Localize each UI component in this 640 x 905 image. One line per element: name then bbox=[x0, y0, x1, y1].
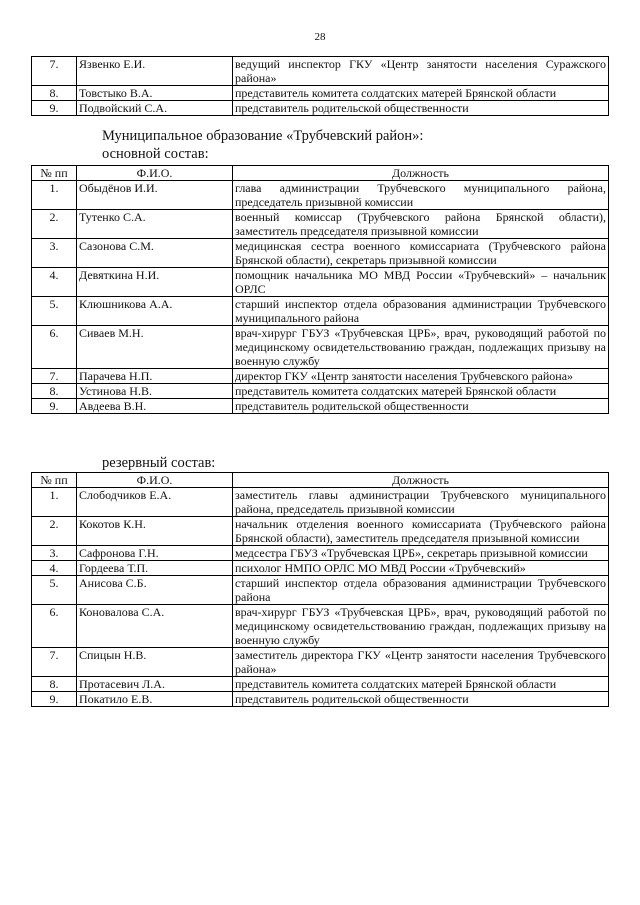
person-name: Девяткина Н.И. bbox=[77, 268, 233, 297]
header-row bbox=[32, 166, 609, 181]
continuation-table-body bbox=[32, 57, 609, 116]
reserve-composition-heading: резервный состав: bbox=[102, 455, 216, 471]
row-number: 8. bbox=[32, 677, 77, 692]
table-row bbox=[32, 692, 609, 707]
table-row bbox=[32, 297, 609, 326]
person-position: старший инспектор отдела образования администрации Трубчевского района bbox=[233, 576, 609, 605]
row-number: 7. bbox=[32, 648, 77, 677]
row-number: 6. bbox=[32, 326, 77, 369]
person-position: представитель родительской общественности bbox=[233, 399, 609, 414]
person-position: заместитель главы администрации Трубчевского муниципального района, председатель призывной комиссии bbox=[233, 488, 609, 517]
table-row bbox=[32, 561, 609, 576]
column-header-position: Должность bbox=[233, 473, 609, 488]
row-number: 8. bbox=[32, 384, 77, 399]
row-number: 1. bbox=[32, 488, 77, 517]
person-position: представитель комитета солдатских матерей Брянской области bbox=[233, 86, 609, 101]
person-position: представитель комитета солдатских матерей Брянской области bbox=[233, 677, 609, 692]
column-header-position: Должность bbox=[233, 166, 609, 181]
row-number: 7. bbox=[32, 369, 77, 384]
person-name: Анисова С.Б. bbox=[77, 576, 233, 605]
person-position: военный комиссар (Трубчевского района Брянской области), заместитель председателя призывной комиссии bbox=[233, 210, 609, 239]
header-row bbox=[32, 473, 609, 488]
person-name: Кокотов К.Н. bbox=[77, 517, 233, 546]
person-name: Сазонова С.М. bbox=[77, 239, 233, 268]
person-name: Сафронова Г.Н. bbox=[77, 546, 233, 561]
person-position: ведущий инспектор ГКУ «Центр занятости населения Суражского района» bbox=[233, 57, 609, 86]
person-name: Слободчиков Е.А. bbox=[77, 488, 233, 517]
person-position: врач-хирург ГБУЗ «Трубчевская ЦРБ», врач, руководящий работой по медицинскому освидетельствованию граждан, подлежащих призыву на военную службу bbox=[233, 326, 609, 369]
person-name: Подвойский С.А. bbox=[77, 101, 233, 116]
column-header-num: № пп bbox=[32, 473, 77, 488]
table-row bbox=[32, 517, 609, 546]
person-name: Гордеева Т.П. bbox=[77, 561, 233, 576]
table-row bbox=[32, 576, 609, 605]
table-row bbox=[32, 399, 609, 414]
person-name: Покатило Е.В. bbox=[77, 692, 233, 707]
main-composition-body bbox=[32, 181, 609, 414]
row-number: 9. bbox=[32, 399, 77, 414]
table-row bbox=[32, 239, 609, 268]
person-name: Товстыко В.А. bbox=[77, 86, 233, 101]
row-number: 4. bbox=[32, 561, 77, 576]
row-number: 3. bbox=[32, 546, 77, 561]
column-header-name: Ф.И.О. bbox=[77, 166, 233, 181]
municipality-heading: Муниципальное образование «Трубчевский район»: bbox=[102, 128, 424, 144]
person-position: директор ГКУ «Центр занятости населения Трубчевского района» bbox=[233, 369, 609, 384]
table-row bbox=[32, 648, 609, 677]
main-composition-heading: основной состав: bbox=[102, 146, 209, 162]
row-number: 5. bbox=[32, 576, 77, 605]
row-number: 2. bbox=[32, 517, 77, 546]
table-row bbox=[32, 384, 609, 399]
person-name: Авдеева В.Н. bbox=[77, 399, 233, 414]
row-number: 9. bbox=[32, 101, 77, 116]
column-header-num: № пп bbox=[32, 166, 77, 181]
table-row bbox=[32, 101, 609, 116]
page-number: 28 bbox=[314, 31, 326, 43]
table-row bbox=[32, 57, 609, 86]
person-position: медицинская сестра военного комиссариата (Трубчевского района Брянской области), секретарь призывной комиссии bbox=[233, 239, 609, 268]
table-row bbox=[32, 605, 609, 648]
row-number: 7. bbox=[32, 57, 77, 86]
column-header-name: Ф.И.О. bbox=[77, 473, 233, 488]
main-composition-table bbox=[31, 165, 609, 414]
person-position: медсестра ГБУЗ «Трубчевская ЦРБ», секретарь призывной комиссии bbox=[233, 546, 609, 561]
table-row bbox=[32, 268, 609, 297]
row-number: 8. bbox=[32, 86, 77, 101]
person-name: Обыдёнов И.И. bbox=[77, 181, 233, 210]
person-position: представитель родительской общественности bbox=[233, 692, 609, 707]
table-row bbox=[32, 677, 609, 692]
person-name: Язвенко Е.И. bbox=[77, 57, 233, 86]
table-row bbox=[32, 488, 609, 517]
person-position: старший инспектор отдела образования администрации Трубчевского муниципального района bbox=[233, 297, 609, 326]
person-position: врач-хирург ГБУЗ «Трубчевская ЦРБ», врач, руководящий работой по медицинскому освидетельствованию граждан, подлежащих призыву на военную службу bbox=[233, 605, 609, 648]
person-position: психолог НМПО ОРЛС МО МВД России «Трубчевский» bbox=[233, 561, 609, 576]
table-row bbox=[32, 546, 609, 561]
person-position: представитель родительской общественности bbox=[233, 101, 609, 116]
row-number: 5. bbox=[32, 297, 77, 326]
table-row bbox=[32, 210, 609, 239]
person-position: заместитель директора ГКУ «Центр занятости населения Трубчевского района» bbox=[233, 648, 609, 677]
table-row bbox=[32, 369, 609, 384]
reserve-composition-table bbox=[31, 472, 609, 707]
person-name: Спицын Н.В. bbox=[77, 648, 233, 677]
row-number: 2. bbox=[32, 210, 77, 239]
person-position: начальник отделения военного комиссариата (Трубчевского района Брянской области), заместитель председателя призывной комиссии bbox=[233, 517, 609, 546]
continuation-table bbox=[31, 56, 609, 116]
row-number: 9. bbox=[32, 692, 77, 707]
table-row bbox=[32, 86, 609, 101]
person-position: помощник начальника МО МВД России «Трубчевский» – начальник ОРЛС bbox=[233, 268, 609, 297]
person-position: представитель комитета солдатских матерей Брянской области bbox=[233, 384, 609, 399]
row-number: 3. bbox=[32, 239, 77, 268]
person-name: Клюшникова А.А. bbox=[77, 297, 233, 326]
person-name: Сиваев М.Н. bbox=[77, 326, 233, 369]
person-position: глава администрации Трубчевского муниципального района, председатель призывной комиссии bbox=[233, 181, 609, 210]
row-number: 1. bbox=[32, 181, 77, 210]
table-row bbox=[32, 326, 609, 369]
row-number: 6. bbox=[32, 605, 77, 648]
reserve-composition-body bbox=[32, 488, 609, 707]
row-number: 4. bbox=[32, 268, 77, 297]
person-name: Протасевич Л.А. bbox=[77, 677, 233, 692]
person-name: Парачева Н.П. bbox=[77, 369, 233, 384]
person-name: Тутенко С.А. bbox=[77, 210, 233, 239]
person-name: Устинова Н.В. bbox=[77, 384, 233, 399]
person-name: Коновалова С.А. bbox=[77, 605, 233, 648]
table-row bbox=[32, 181, 609, 210]
